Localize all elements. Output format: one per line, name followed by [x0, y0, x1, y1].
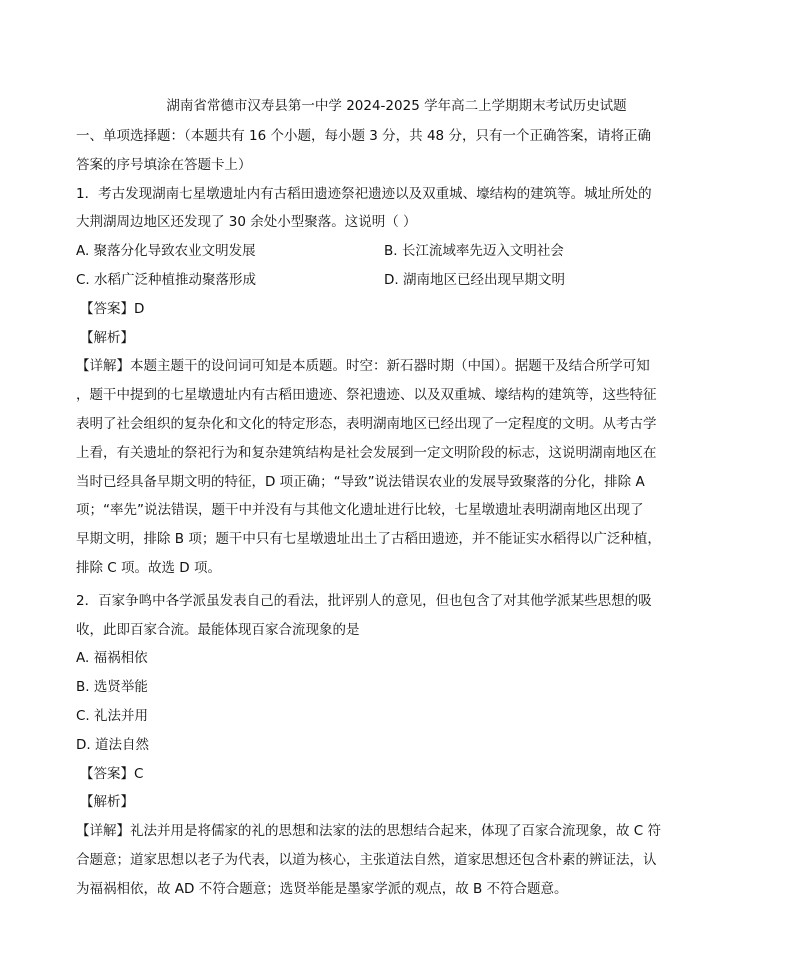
q2-stem-line-1: 2．百家争鸣中各学派虽发表自己的看法，批评别人的意见，但也包含了对其他学派某些思想的吸: [76, 592, 652, 609]
q1-options-row-1: [76, 237, 696, 266]
q2-option-d: D. 道法自然: [76, 736, 149, 753]
q2-stem-line-2: 收，此即百家合流。最能体现百家合流现象的是: [76, 621, 360, 638]
q1-option-a: A. 聚落分化导致农业文明发展: [76, 243, 256, 260]
q1-detail-line-3: 表明了社会组织的复杂化和文化的特定形态，表明湖南地区已经出现了一定程度的文明。从考古学: [76, 415, 657, 432]
q1-option-c: C. 水稻广泛种植推动聚落形成: [76, 271, 257, 288]
q1-detail-line-8: 排除 C 项。故选 D 项。: [76, 559, 221, 576]
q1-detail-line-6: 项；“率先”说法错误，题干中并没有与其他文化遗址进行比较，七星墩遗址表明湖南地区出现了: [76, 502, 644, 519]
q1-detail-line-2: ，题干中提到的七星墩遗址内有古稻田遗迹、祭祀遗迹、以及双重城、壕结构的建筑等，这些特征: [76, 387, 657, 404]
q2-detail-line-2: 合题意；道家思想以老子为代表，以道为核心，主张道法自然，道家思想还包含朴素的辨证法，认: [76, 851, 657, 868]
q2-detail-line-3: 为福祸相依，故 AD 不符合题意；选贤举能是墨家学派的观点，故 B 不符合题意。: [76, 880, 568, 897]
q2-analysis-label: 【解析】: [80, 794, 134, 811]
q2-answer: 【答案】C: [80, 765, 144, 782]
section-instructions-line-1: 一、单项选择题：（本题共有 16 个小题，每小题 3 分，共 48 分，只有一个正确答案，请将正确: [76, 128, 651, 144]
q2-option-a: A. 福祸相依: [76, 650, 148, 667]
q1-option-d: D. 湖南地区已经出现早期文明: [384, 271, 565, 288]
document-body: [76, 122, 696, 904]
document-title: 湖南省常德市汉寿县第一中学 2024-2025 学年高二上学期期末考试历史试题: [166, 98, 627, 114]
q2-option-c: C. 礼法并用: [76, 707, 149, 724]
section-instructions-line-2: 答案的序号填涂在答题卡上）: [76, 156, 252, 173]
q2-detail-line-1: 【详解】礼法并用是将儒家的礼的思想和法家的法的思想结合起来，体现了百家合流现象，故 C 符: [76, 823, 662, 840]
q2-option-b: B. 选贤举能: [76, 679, 148, 696]
q1-stem-line-1: 1．考古发现湖南七星墩遗址内有古稻田遗迹祭祀遗迹以及双重城、壕结构的建筑等。城址所处的: [76, 185, 652, 202]
q1-option-b: B. 长江流域率先迈入文明社会: [384, 243, 564, 260]
q1-answer: 【答案】D: [80, 300, 145, 317]
q1-detail-line-7: 早期文明，排除 B 项；题干中只有七星墩遗址出土了古稻田遗迹，并不能证实水稻得以广泛种植，: [76, 531, 661, 548]
q1-detail-line-1: 【详解】本题主题干的设问词可知是本质题。时空：新石器时期（中国）。据题干及结合所学可知: [76, 358, 650, 375]
q1-options-row-2: [76, 266, 696, 295]
q1-detail-line-5: 当时已经具备早期文明的特征，D 项正确；“导致”说法错误农业的发展导致聚落的分化，排除 A: [76, 473, 645, 490]
q1-analysis-label: 【解析】: [80, 329, 134, 346]
q1-stem-line-2: 大荆湖周边地区还发现了 30 余处小型聚落。这说明（ ）: [76, 214, 417, 231]
q1-detail-line-4: 上看，有关遗址的祭祀行为和复杂建筑结构是社会发展到一定文明阶段的标志，这说明湖南地区在: [76, 444, 657, 461]
